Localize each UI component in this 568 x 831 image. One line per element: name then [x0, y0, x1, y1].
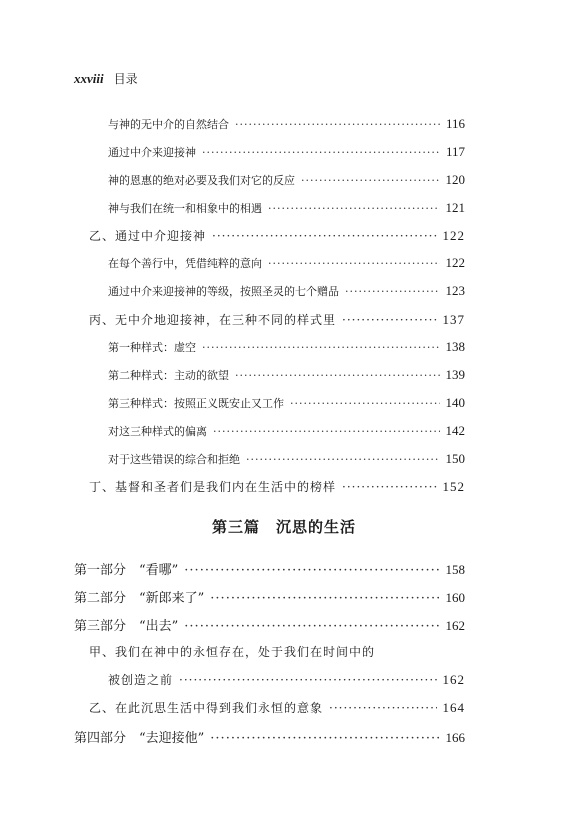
- leader-dots: [246, 453, 440, 466]
- toc-entry-text: 对这三种样式的偏离: [108, 425, 207, 438]
- toc-entry-page: 150: [445, 451, 465, 466]
- toc-entry-text: 第一种样式：虚空: [108, 341, 196, 354]
- page-number: xxviii: [74, 71, 104, 86]
- toc-entry[interactable]: [108, 116, 465, 132]
- leader-dots: [212, 229, 436, 243]
- toc-entry-text: 在每个善行中，凭借纯粹的意向: [108, 257, 262, 270]
- leader-dots: [210, 591, 439, 606]
- toc-entry-text: 通过中介来迎接神: [108, 146, 196, 159]
- toc-entry[interactable]: [108, 423, 465, 439]
- leader-dots: [184, 619, 439, 634]
- toc-entry[interactable]: [108, 367, 465, 383]
- section-label: 第三篇: [211, 518, 260, 536]
- toc-entry[interactable]: [89, 227, 465, 244]
- toc-entry[interactable]: [74, 615, 465, 634]
- toc-entry[interactable]: [108, 395, 465, 411]
- toc-entry-page: 166: [445, 730, 465, 745]
- leader-dots: [202, 146, 440, 159]
- toc-entry-page: 117: [445, 144, 465, 159]
- toc-entry-page: 140: [445, 395, 465, 410]
- toc-entry-text: 丙、无中介地迎接神，在三种不同的样式里: [89, 313, 337, 327]
- toc-entry[interactable]: [108, 339, 465, 355]
- toc-entry-page: 158: [445, 562, 465, 577]
- leader-dots: [202, 341, 440, 354]
- toc-entry[interactable]: [74, 727, 465, 746]
- toc-entry-text: 第四部分 “去迎接他”: [74, 731, 205, 746]
- toc-entry-page: 122: [445, 255, 465, 270]
- header-title: 目录: [113, 72, 138, 86]
- toc-entry[interactable]: [89, 311, 465, 328]
- toc-entry[interactable]: [108, 172, 465, 188]
- toc-entry[interactable]: [89, 478, 465, 495]
- toc-entry-page: 137: [442, 312, 465, 327]
- toc-entry-page: 160: [445, 590, 465, 605]
- toc-entry-text: 第二种样式：主动的欲望: [108, 369, 229, 382]
- toc-entry-page: 162: [442, 672, 465, 687]
- toc-entry-text: 第二部分 “新郎来了”: [74, 591, 205, 606]
- leader-dots: [290, 397, 440, 410]
- toc-entry-page: 142: [445, 423, 465, 438]
- toc-entry[interactable]: [108, 451, 465, 467]
- toc-entry[interactable]: [74, 587, 465, 606]
- leader-dots: [342, 480, 436, 494]
- toc-entry-text: 第一部分 “看哪”: [74, 563, 179, 578]
- leader-dots: [213, 425, 440, 438]
- toc-entry-text: 乙、通过中介迎接神: [89, 229, 207, 243]
- toc-entry-text: 神的恩惠的绝对必要及我们对它的反应: [108, 174, 295, 187]
- toc-entry-text[interactable]: 甲、我们在神中的永恒存在，处于我们在时间中的: [89, 645, 376, 659]
- toc-entry-page: 139: [445, 367, 465, 382]
- toc-entry-text: 通过中介来迎接神的等级，按照圣灵的七个赠品: [108, 285, 339, 298]
- running-header: [74, 70, 138, 87]
- toc-entry-page: 120: [445, 172, 465, 187]
- toc-entry-text: 乙、在此沉思生活中得到我们永恒的意象: [89, 701, 324, 715]
- leader-dots: [184, 563, 439, 578]
- leader-dots: [210, 731, 439, 746]
- leader-dots: [268, 257, 440, 270]
- toc-entry-text: 神与我们在统一和相象中的相遇: [108, 202, 262, 215]
- leader-dots: [345, 285, 440, 298]
- section-name: 沉思的生活: [276, 518, 357, 536]
- toc-entry[interactable]: [74, 559, 465, 578]
- toc-entry-text: 丁、基督和圣者们是我们内在生活中的榜样: [89, 480, 337, 494]
- toc-entry-page: 152: [442, 479, 465, 494]
- toc-entry[interactable]: [108, 255, 465, 271]
- leader-dots: [329, 701, 436, 715]
- toc-entry[interactable]: [89, 699, 465, 716]
- toc-entry-page: 116: [445, 116, 465, 131]
- section-title: [0, 516, 568, 537]
- toc-entry-page: 138: [445, 339, 465, 354]
- toc-entry-text: 被创造之前: [108, 673, 174, 687]
- toc-entry-page: 122: [442, 228, 465, 243]
- toc-entry-page: 123: [445, 283, 465, 298]
- toc-entry[interactable]: [108, 144, 465, 160]
- toc-entry-text: 对于这些错误的综合和拒绝: [108, 453, 240, 466]
- toc-entry-text: 与神的无中介的自然结合: [108, 118, 229, 131]
- leader-dots: [179, 673, 436, 687]
- toc-entry-page: 121: [445, 200, 465, 215]
- leader-dots: [235, 118, 440, 131]
- toc-entry-page: 164: [442, 700, 465, 715]
- toc-entry[interactable]: [108, 671, 465, 688]
- toc-entry[interactable]: [108, 200, 465, 216]
- leader-dots: [268, 202, 440, 215]
- toc-entry-text: 第三部分 “出去”: [74, 619, 179, 634]
- leader-dots: [235, 369, 440, 382]
- toc-entry-text: 第三种样式：按照正义既安止又工作: [108, 397, 284, 410]
- toc-entry[interactable]: [108, 283, 465, 299]
- toc-entry-page: 162: [445, 618, 465, 633]
- leader-dots: [301, 174, 440, 187]
- leader-dots: [342, 313, 436, 327]
